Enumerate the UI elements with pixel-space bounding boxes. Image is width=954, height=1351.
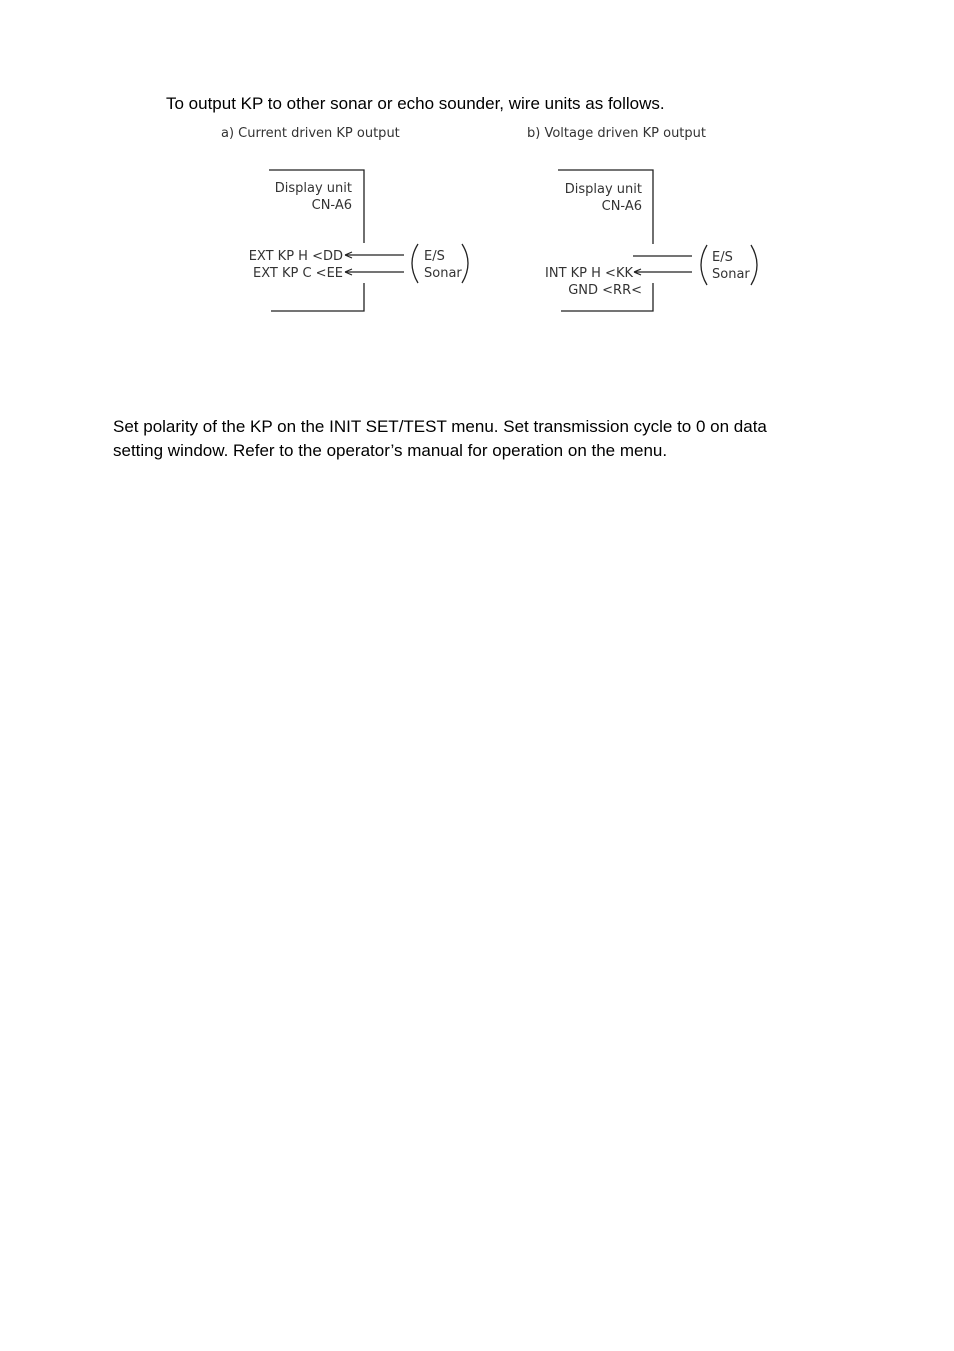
diagram-b-connector-label: CN-A6 xyxy=(601,199,642,214)
instructions-paragraph xyxy=(113,415,853,463)
diagram-b-device-paren-left xyxy=(701,245,707,285)
intro-text: To output KP to other sonar or echo sounder, wire units as follows. xyxy=(166,94,665,113)
diagram-a-device-line1: E/S xyxy=(424,249,445,264)
diagram-a-device-line2: Sonar xyxy=(424,266,462,281)
diagram-b-device-line1: E/S xyxy=(712,250,733,265)
diagram-voltage-driven xyxy=(527,126,757,311)
diagram-a-caption: a) Current driven KP output xyxy=(221,126,400,141)
diagram-b-device-line2: Sonar xyxy=(712,267,750,282)
instructions-line-1: Set polarity of the KP on the INIT SET/TEST menu. Set transmission cycle to 0 on data xyxy=(113,417,767,436)
diagram-b-device-paren-right xyxy=(751,245,757,285)
diagram-b-unit-label: Display unit xyxy=(564,182,642,197)
diagram-a-pin1-label: EXT KP H <DD xyxy=(248,249,343,264)
diagram-a-unit-label: Display unit xyxy=(274,181,352,196)
diagram-b-caption: b) Voltage driven KP output xyxy=(527,126,706,141)
diagram-b-pin2-label: GND <RR< xyxy=(568,283,642,298)
diagram-current-driven xyxy=(221,126,468,311)
instructions-line-2: setting window. Refer to the operator’s manual for operation on the menu. xyxy=(113,441,668,460)
wiring-diagrams xyxy=(0,0,954,340)
diagram-b-pin1-label: INT KP H <KK xyxy=(545,266,633,281)
diagram-a-pin2-label: EXT KP C <EE xyxy=(253,266,343,281)
diagram-a-device-paren-left xyxy=(412,244,418,283)
diagram-a-connector-label: CN-A6 xyxy=(311,198,352,213)
diagram-a-unit-box-bottom xyxy=(271,283,364,311)
diagram-a-device-paren-right xyxy=(462,244,468,283)
